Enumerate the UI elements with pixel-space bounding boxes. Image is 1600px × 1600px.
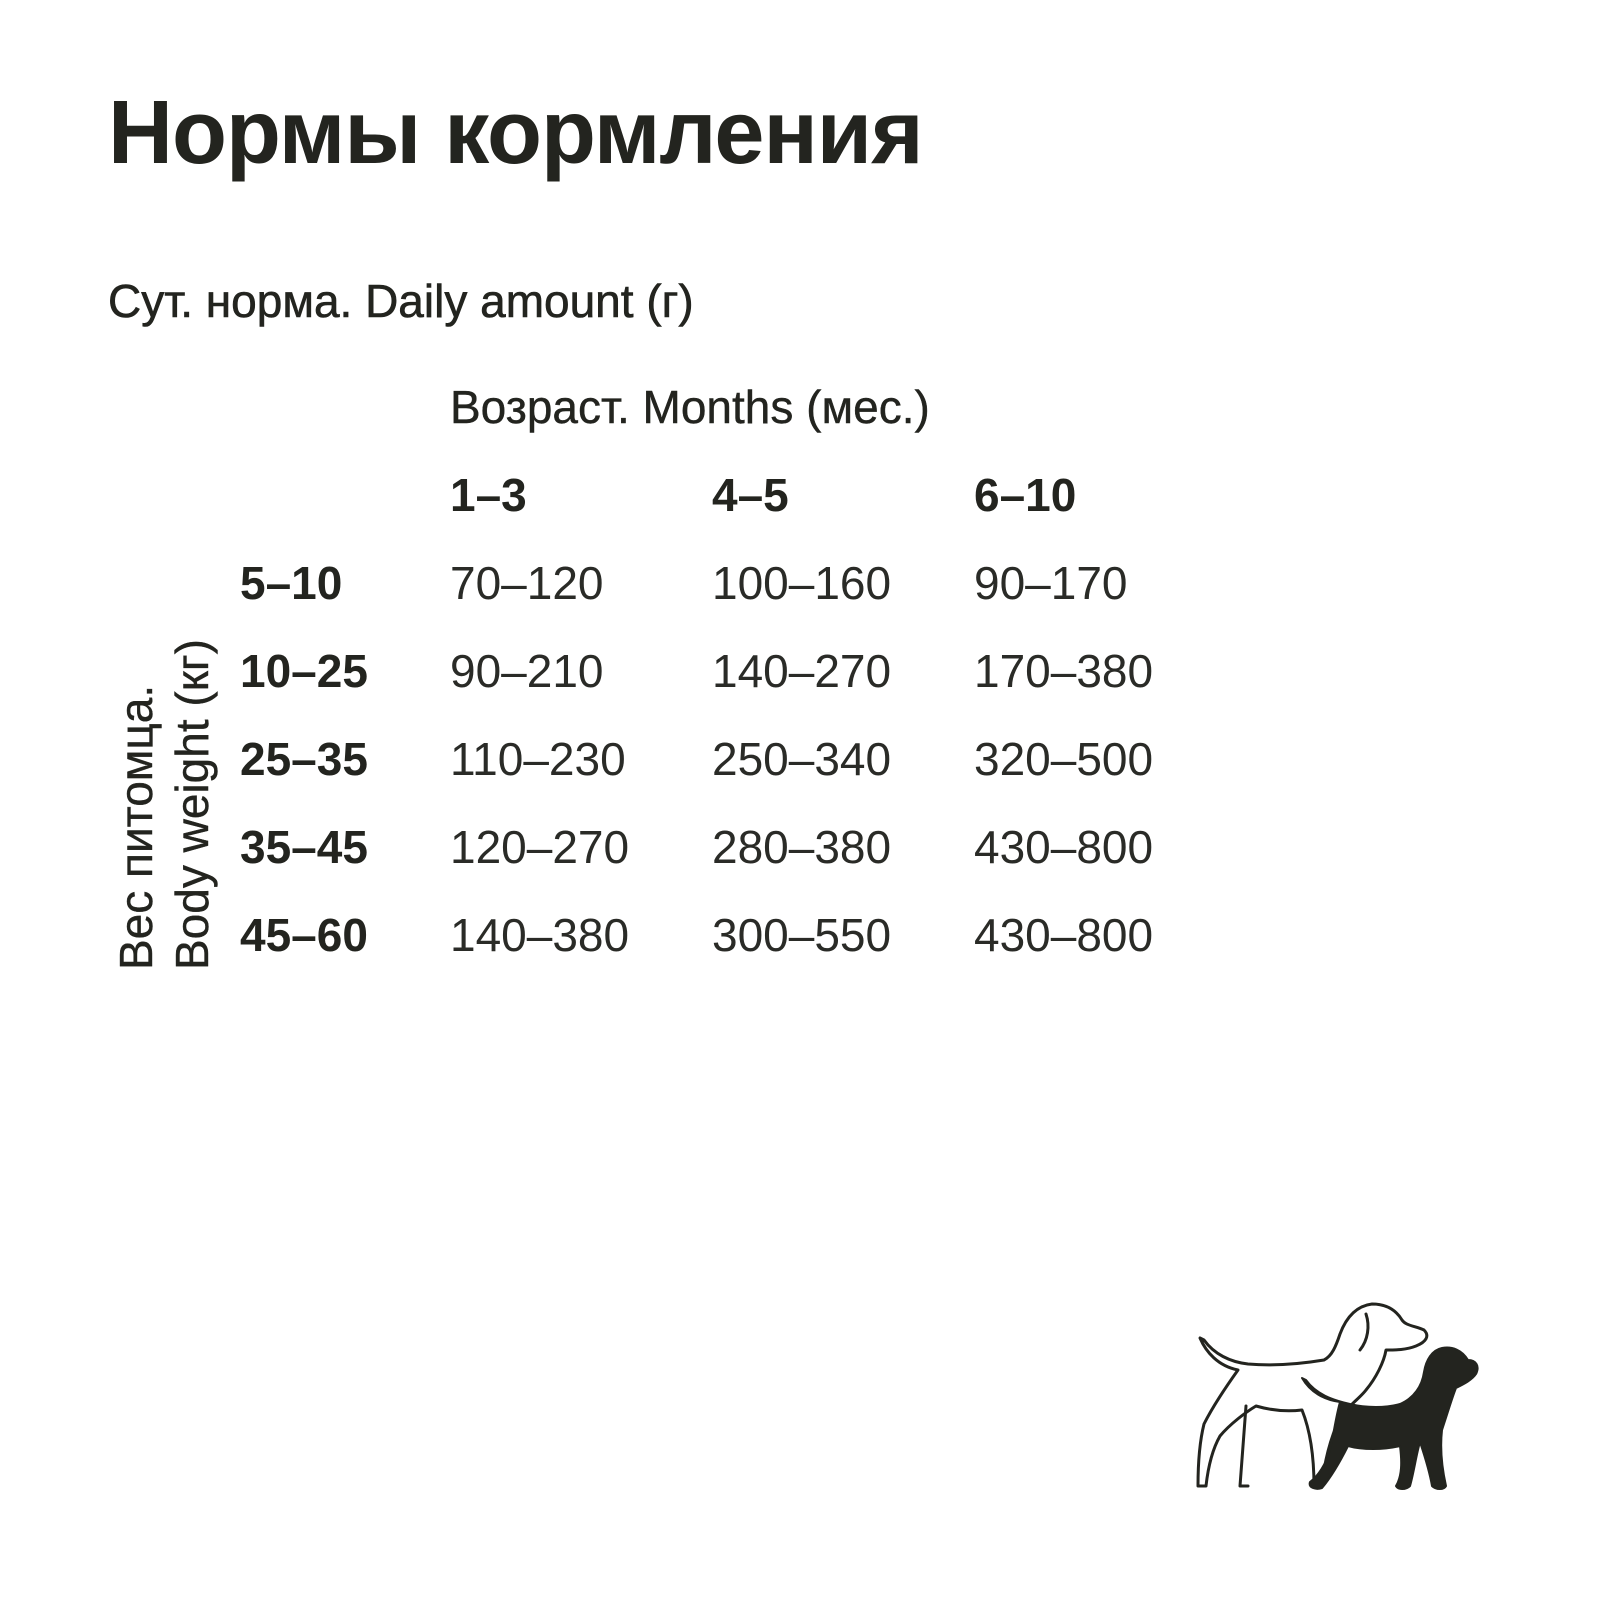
table-cell: 250–340 bbox=[712, 733, 892, 785]
age-column-group-label: Возраст. Months (мес.) bbox=[450, 381, 930, 433]
column-header-age-4-5: 4–5 bbox=[712, 469, 789, 521]
weight-row-group-label bbox=[108, 639, 220, 970]
table-cell: 140–270 bbox=[712, 645, 892, 697]
table-cell: 280–380 bbox=[712, 821, 892, 873]
table-cell: 320–500 bbox=[974, 733, 1154, 785]
large-dog-outline-icon bbox=[1198, 1304, 1427, 1486]
table-cell: 140–380 bbox=[450, 909, 630, 961]
daily-amount-subtitle: Сут. норма. Daily amount (г) bbox=[108, 275, 694, 327]
table-cell: 300–550 bbox=[712, 909, 892, 961]
table-cell: 430–800 bbox=[974, 909, 1154, 961]
table-cell: 100–160 bbox=[712, 557, 892, 609]
row-header-weight: 45–60 bbox=[240, 909, 368, 961]
row-header-weight: 25–35 bbox=[240, 733, 368, 785]
table-cell: 90–170 bbox=[974, 557, 1128, 609]
dogs-illustration bbox=[1190, 1300, 1510, 1500]
weight-label-line-2: Body weight (кг) bbox=[166, 639, 218, 970]
weight-label-line-1: Вес питомца. bbox=[110, 684, 162, 970]
table-cell: 170–380 bbox=[974, 645, 1154, 697]
table-cell: 110–230 bbox=[450, 733, 626, 785]
table-cell: 70–120 bbox=[450, 557, 604, 609]
row-header-weight: 5–10 bbox=[240, 557, 343, 609]
row-header-weight: 35–45 bbox=[240, 821, 368, 873]
column-header-age-1-3: 1–3 bbox=[450, 469, 527, 521]
table-cell: 90–210 bbox=[450, 645, 604, 697]
column-header-age-6-10: 6–10 bbox=[974, 469, 1077, 521]
page-title: Нормы кормления bbox=[108, 83, 923, 183]
table-cell: 120–270 bbox=[450, 821, 630, 873]
table-cell: 430–800 bbox=[974, 821, 1154, 873]
row-header-weight: 10–25 bbox=[240, 645, 368, 697]
